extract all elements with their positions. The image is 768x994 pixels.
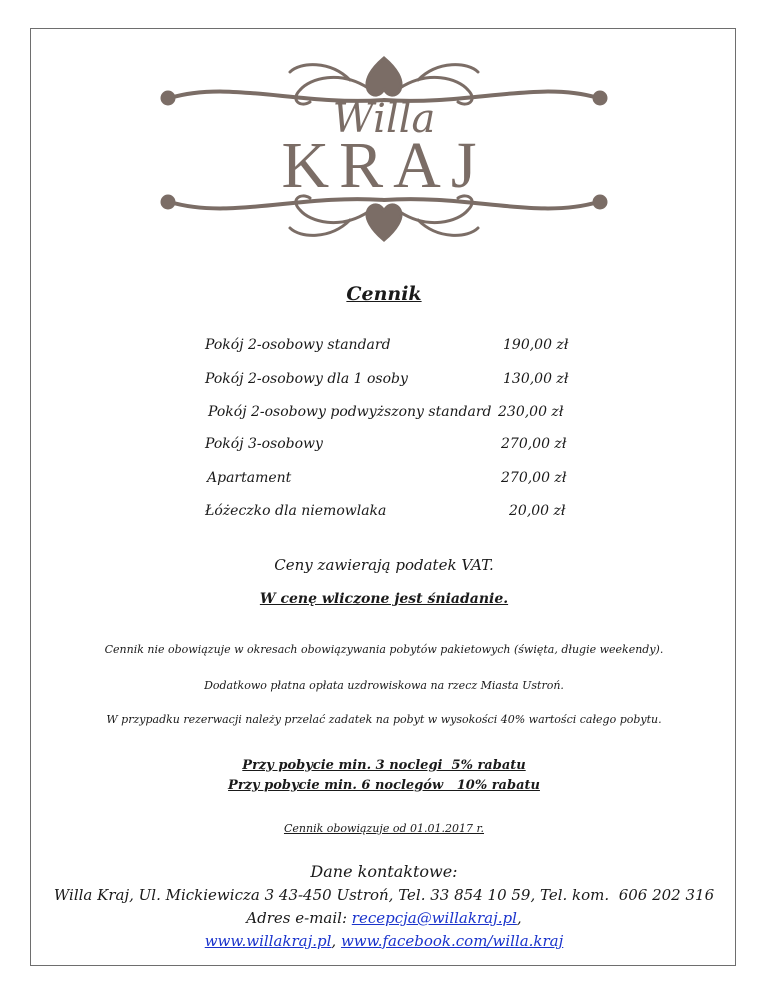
contact-heading: Dane kontaktowe: xyxy=(310,862,458,881)
email-label: Adres e-mail: xyxy=(246,909,352,927)
spa-fee-note: Dodatkowo płatna opłata uzdrowiskowa na rzecz Miasta Ustroń. xyxy=(204,679,564,692)
price-row xyxy=(0,436,768,458)
price-row xyxy=(0,337,768,359)
logo-script-text: Willa xyxy=(332,96,436,142)
price-label: Pokój 2-osobowy standard xyxy=(205,337,391,353)
price-label: Łóżeczko dla niemowlaka xyxy=(205,503,387,519)
price-label: Apartament xyxy=(207,470,292,486)
deposit-note: W przypadku rezerwacji należy przelać zadatek na pobyt w wysokości 40% wartości całego pobytu. xyxy=(106,713,662,726)
price-row xyxy=(0,470,768,492)
price-value: 270,00 zł xyxy=(501,470,567,486)
price-value: 20,00 zł xyxy=(509,503,566,519)
price-value: 230,00 zł xyxy=(498,404,564,420)
price-label: Pokój 2-osobowy dla 1 osoby xyxy=(205,371,408,387)
price-value: 130,00 zł xyxy=(503,371,569,387)
price-row xyxy=(0,503,768,525)
package-note: Cennik nie obowiązuje w okresach obowiązywania pobytów pakietowych (święta, długie weekendy). xyxy=(104,643,664,656)
discount-3-nights: Przy pobycie min. 3 noclegi 5% rabatu xyxy=(242,758,526,773)
vat-note: Ceny zawierają podatek VAT. xyxy=(274,556,494,574)
email-link[interactable]: recepcja@willakraj.pl xyxy=(351,909,517,927)
price-label: Pokój 3-osobowy xyxy=(205,436,323,452)
validity-note: Cennik obowiązuje od 01.01.2017 r. xyxy=(283,822,485,835)
facebook-link[interactable]: www.facebook.com/willa.kraj xyxy=(340,932,564,950)
price-value: 270,00 zł xyxy=(501,436,567,452)
breakfast-note: W cenę wliczone jest śniadanie. xyxy=(259,591,509,607)
willa-kraj-logo xyxy=(150,50,618,250)
contact-address: Willa Kraj, Ul. Mickiewicza 3 43-450 Ustroń, Tel. 33 854 10 59, Tel. kom. 606 202 316 xyxy=(53,886,715,904)
price-label: Pokój 2-osobowy podwyższony standard xyxy=(208,404,492,420)
email-suffix: , xyxy=(516,909,522,927)
discount-6-nights: Przy pobycie min. 6 noclegów 10% rabatu xyxy=(228,778,540,793)
price-row xyxy=(0,404,768,426)
contact-web-line xyxy=(0,932,768,950)
price-value: 190,00 zł xyxy=(503,337,569,353)
contact-email-line xyxy=(0,909,768,927)
page-title: Cennik xyxy=(346,283,422,305)
logo-main-text: KRAJ xyxy=(281,129,487,202)
price-row xyxy=(0,371,768,393)
link-separator: , xyxy=(331,932,341,950)
website-link[interactable]: www.willakraj.pl xyxy=(204,932,332,950)
